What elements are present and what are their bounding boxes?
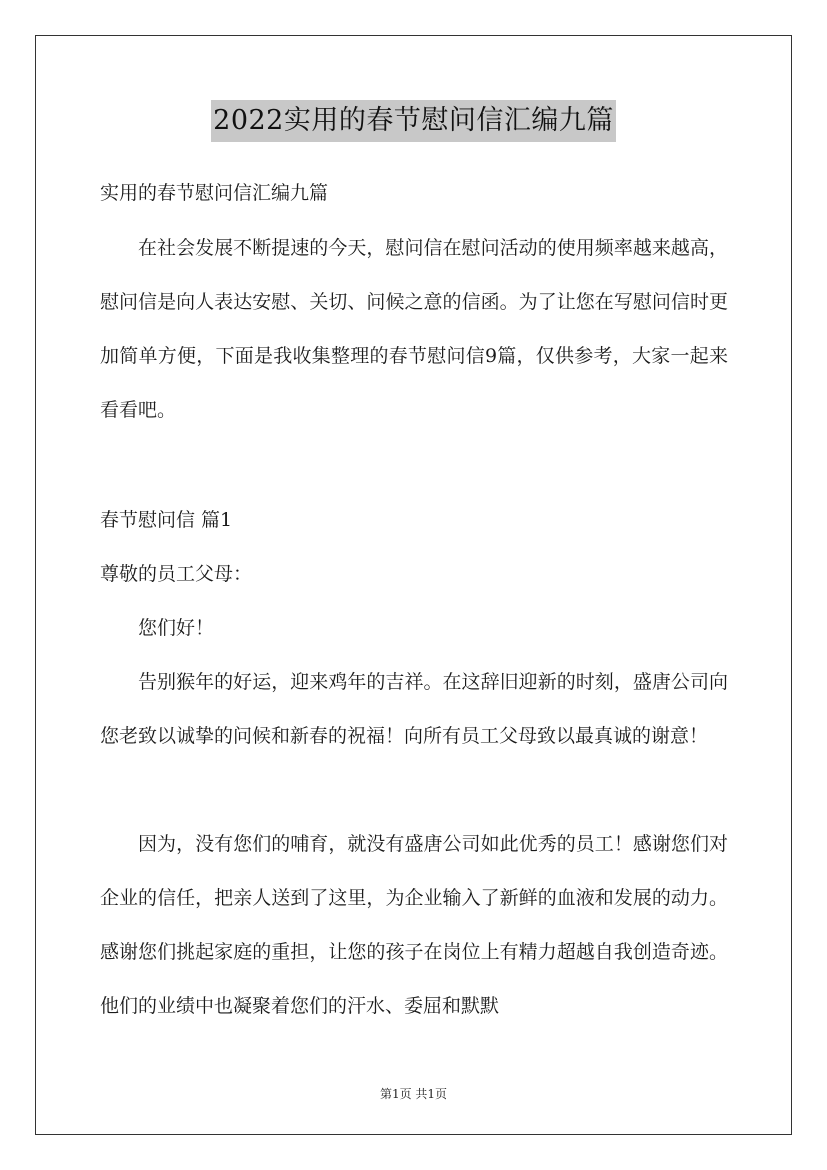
section-heading: 春节慰问信 篇1 [100,509,233,531]
body-paragraph-2: 因为，没有您们的哺育，就没有盛唐公司如此优秀的员工！感谢您们对企业的信任，把亲人送到了这里，为企业输入了新鲜的血液和发展的动力。感谢您们挑起家庭的重担，让您的孩子在岗位上有精力超越自我创造奇迹。他们的业绩中也凝聚着您们的汗水、委屈和默默 [100,833,728,1017]
salutation: 尊敬的员工父母： [100,563,253,585]
greeting-paragraph: 您们好！ [138,617,215,639]
page-number-footer: 第1页 共1页 [379,1087,448,1101]
document-subtitle: 实用的春节慰问信汇编九篇 [100,182,329,204]
document-title: 2022实用的春节慰问信汇编九篇 [211,100,616,142]
body-paragraph-1: 告别猴年的好运，迎来鸡年的吉祥。在这辞旧迎新的时刻，盛唐公司向您老致以诚挚的问候和新春的祝福！向所有员工父母致以最真诚的谢意！ [100,671,728,747]
intro-paragraph: 在社会发展不断提速的今天，慰问信在慰问活动的使用频率越来越高，慰问信是向人表达安慰、关切、问候之意的信函。为了让您在写慰问信时更加简单方便，下面是我收集整理的春节慰问信9篇，仅供参考，大家一起来看看吧。 [100,237,728,421]
title-container [0,100,827,142]
